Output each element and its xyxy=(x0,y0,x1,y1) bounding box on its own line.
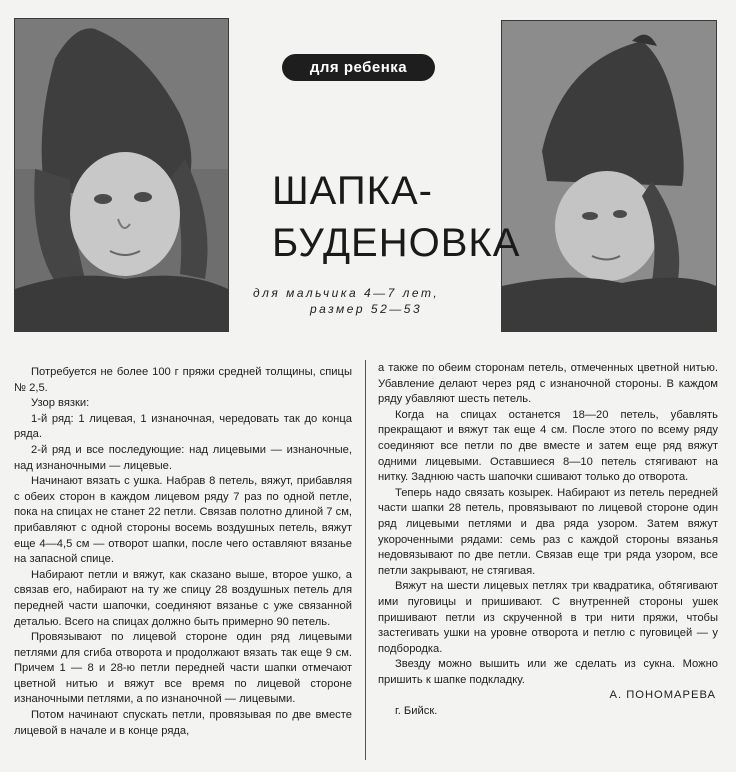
paragraph: Потребуется не более 100 г пряжи средней толщины, спицы № 2,5. xyxy=(14,366,352,394)
photo-boy-side-image xyxy=(502,21,716,331)
paragraph: Вяжут на шести лицевых петлях три квадратика, обтягивают ими пуговицы и пришивают. С внутренней стороны ушек пришивают петли из скрученной в три нити пряжи, чтобы застегивать ушки на уровне отворота и петлю с пуговицей — у подбородка. xyxy=(378,580,718,655)
right-column xyxy=(378,361,718,720)
category-badge: для ребенка xyxy=(282,54,435,81)
paragraph: Теперь надо связать козырек. Набирают из петель передней части шапки 28 петель, провязывают по лицевой стороне один ряд лицевыми петлями и два ряда узором. Затем вяжут укороченными рядами: семь раз с каждой стороны вязанья недовязывают по две петли. Связав еще три ряда узором, все петли закрывают, не стягивая. xyxy=(378,486,718,577)
photo-boy-front xyxy=(14,18,229,332)
author-signature: А. ПОНОМАРЕВА xyxy=(609,689,716,702)
column-divider xyxy=(365,360,366,760)
paragraph: а также по обеим сторонам петель, отмеченных цветной нитью. Убавление делают через ряд с изнаночной стороны. В каждом ряду убавляют шесть петель. xyxy=(378,362,718,406)
paragraph: Узор вязки: xyxy=(31,397,90,410)
title-line-1: ШАПКА- xyxy=(272,169,433,213)
paragraph: Потом начинают спускать петли, провязывая по две вместе лицевой в начале и в конце ряда, xyxy=(14,709,352,737)
subtitle-size: размер 52—53 xyxy=(310,302,423,316)
article-title xyxy=(272,165,521,269)
paragraph: Звезду можно вышить или же сделать из сукна. Можно пришить к шапке подкладку. xyxy=(378,658,718,686)
paragraph: Набирают петли и вяжут, как сказано выше, второе ушко, а связав его, набирают на ту же спицу 28 воздушных петель для передней части шапочки, соединяют вязанье с уже связанной деталью. Всего на спицах должно быть примерно 90 петель. xyxy=(14,568,352,628)
photo-boy-side xyxy=(501,20,717,332)
left-column xyxy=(14,365,352,739)
author-place: г. Бийск. xyxy=(395,705,438,718)
photo-boy-front-image xyxy=(15,19,228,331)
paragraph: 1-й ряд: 1 лицевая, 1 изнаночная, чередовать так до конца ряда. xyxy=(14,412,352,441)
paragraph: Когда на спицах останется 18—20 петель, убавлять прекращают и вяжут так еще 4 см. После этого по всему ряду соединяют все петли по две вместе и затем еще ряд вяжут одними лицевыми. Оставшиеся 8—10 петель стягивают на нитку. Заднюю часть шапочки сшивают только до отворота. xyxy=(378,408,718,484)
paragraph: Провязывают по лицевой стороне один ряд лицевыми петлями для сгиба отворота и продолжают вязать так еще 9 см. Причем 1 — 8 и 28-ю петли передней части шапки отмечают цветной нитью и вяжут все время по лицевой стороне изнаночными петлями, а по изнаночной — лицевыми. xyxy=(14,631,352,706)
subtitle-age: для мальчика 4—7 лет, xyxy=(253,286,440,300)
title-line-2: БУДЕНОВКА xyxy=(272,221,521,265)
paragraph: Начинают вязать с ушка. Набрав 8 петель, вяжут, прибавляя с обеих сторон в каждом лицевом ряду 7 раз по одной петле, пока на спицах не станет 22 петли. Связав полотно длиной 7 см, прибавляют с одной стороны восемь воздушных петель, вяжут еще 4—4,5 см — отворот шапки, после чего оставляют вязанье на запасной спице. xyxy=(14,475,352,566)
paragraph: 2-й ряд и все последующие: над лицевыми — изнаночные, над изнаночными — лицевые. xyxy=(14,443,352,472)
